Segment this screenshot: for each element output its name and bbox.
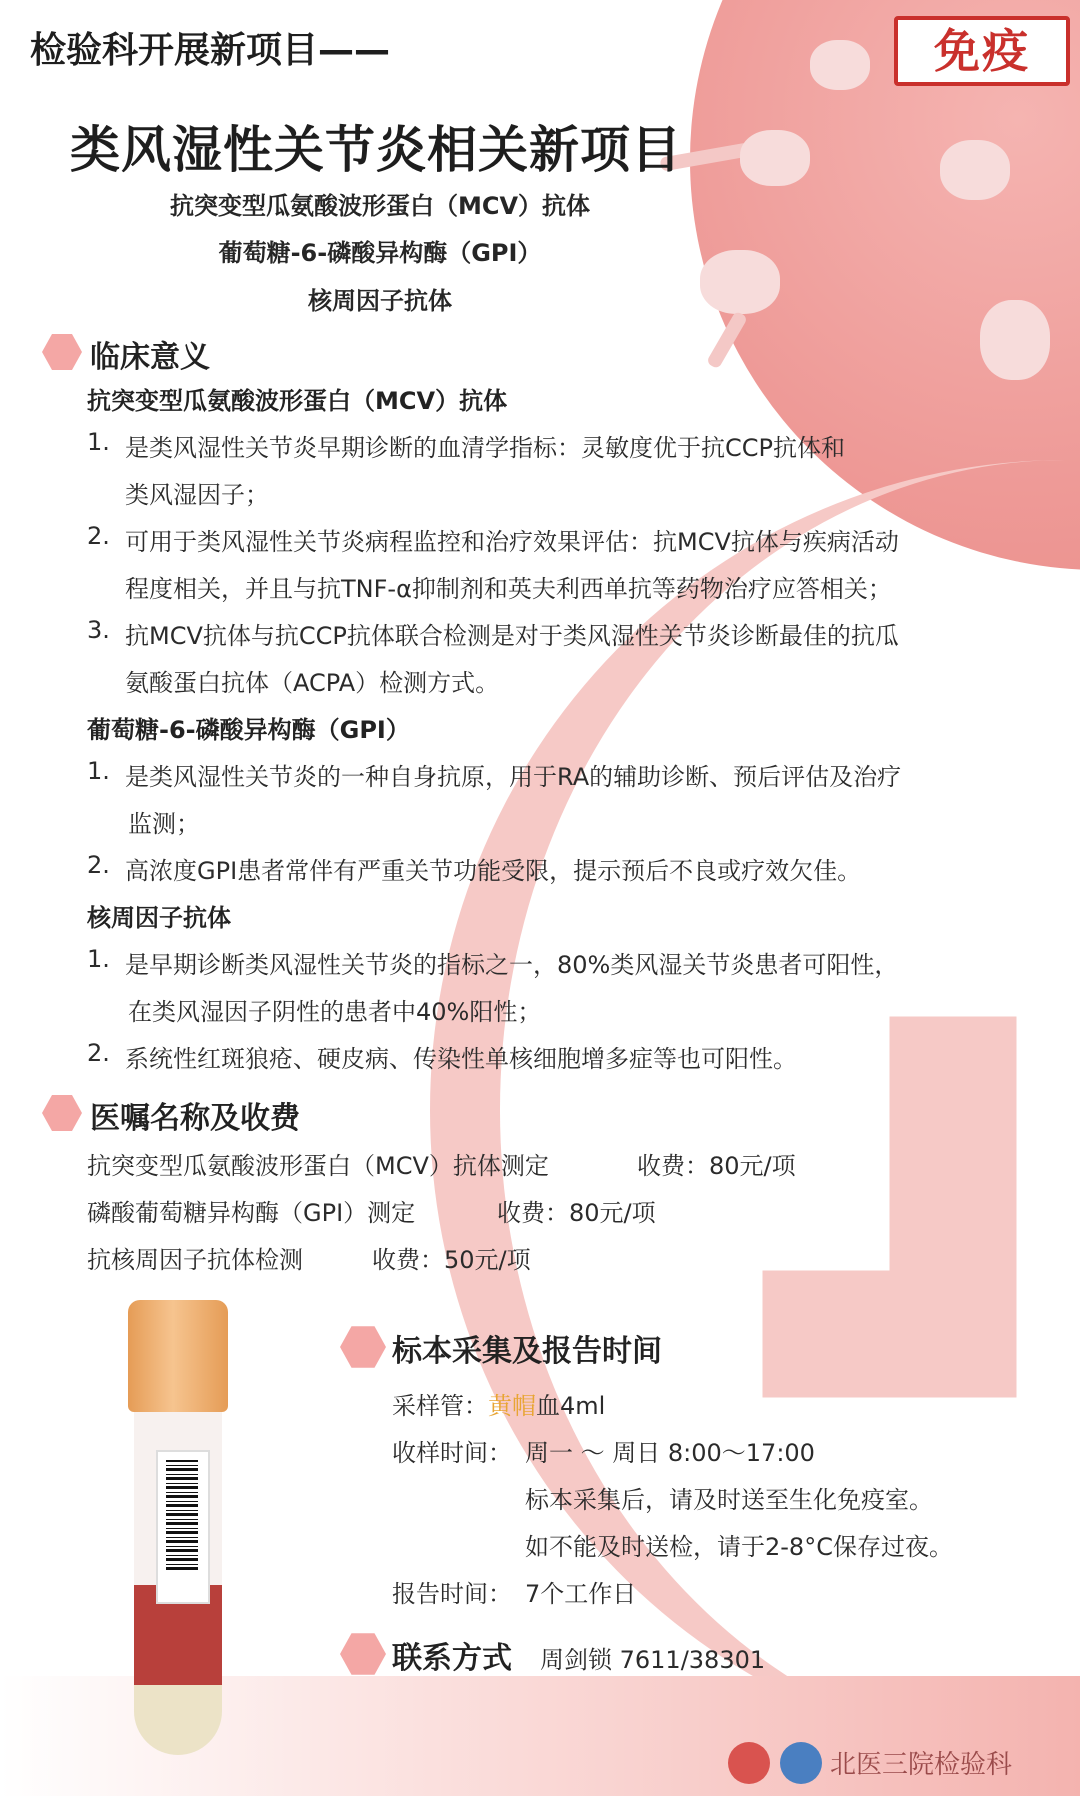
section-hex-icon: [42, 332, 82, 372]
list-number: 2.: [87, 851, 110, 879]
storage-note: 如不能及时送检，请于2-8°C保存过夜。: [525, 1533, 953, 1561]
collect-note: 标本采集后，请及时送至生化免疫室。: [525, 1486, 933, 1514]
list-number: 1.: [87, 757, 110, 785]
section-hex-icon: [340, 1631, 386, 1677]
list-item-text: 类风湿因子；: [125, 481, 269, 509]
section-heading-specimen: 标本采集及报告时间: [392, 1334, 662, 1369]
subtitle-apf: 核周因子抗体: [308, 287, 452, 315]
list-number: 1.: [87, 428, 110, 456]
subtitle-gpi: 葡萄糖-6-磷酸异构酶（GPI）: [218, 239, 542, 267]
list-item-text: 高浓度GPI患者常伴有严重关节功能受限，提示预后不良或疗效欠佳。: [125, 857, 862, 885]
order-name: 抗核周因子抗体检测: [87, 1246, 303, 1274]
list-item-text: 是类风湿性关节炎早期诊断的血清学指标：灵敏度优于抗CCP抗体和: [125, 434, 845, 462]
contact-value: 周剑锁 7611/38301: [540, 1646, 766, 1674]
list-number: 1.: [87, 945, 110, 973]
list-number: 2.: [87, 1039, 110, 1067]
order-fee: 收费：80元/项: [497, 1199, 656, 1227]
section-hex-icon: [340, 1324, 386, 1370]
immunology-stamp: 免疫: [894, 16, 1070, 86]
footer-department: 北医三院检验科: [830, 1750, 1013, 1780]
list-item-text: 程度相关，并且与抗TNF-α抑制剂和英夫利西单抗等药物治疗应答相关；: [125, 575, 892, 603]
list-number: 2.: [87, 522, 110, 550]
section-heading-orders: 医嘱名称及收费: [90, 1101, 300, 1136]
order-fee: 收费：50元/项: [372, 1246, 531, 1274]
list-item-text: 是早期诊断类风湿性关节炎的指标之一，80%类风湿关节炎患者可阳性，: [125, 951, 899, 979]
section-hex-icon: [42, 1093, 82, 1133]
list-item-text: 可用于类风湿性关节炎病程监控和治疗效果评估：抗MCV抗体与疾病活动: [125, 528, 899, 556]
subtitle-mcv: 抗突变型瓜氨酸波形蛋白（MCV）抗体: [169, 192, 591, 220]
list-item-text: 监测；: [128, 810, 200, 838]
section-heading-contact: 联系方式: [392, 1641, 512, 1676]
order-name: 抗突变型瓜氨酸波形蛋白（MCV）抗体测定: [87, 1152, 549, 1180]
list-item-text: 是类风湿性关节炎的一种自身抗原，用于RA的辅助诊断、预后评估及治疗: [125, 763, 902, 791]
item-heading-mcv: 抗突变型瓜氨酸波形蛋白（MCV）抗体: [87, 387, 508, 415]
collect-time-label: 收样时间：: [392, 1439, 512, 1467]
list-item-text: 氨酸蛋白抗体（ACPA）检测方式。: [125, 669, 500, 697]
item-heading-gpi: 葡萄糖-6-磷酸异构酶（GPI）: [87, 716, 410, 744]
report-time-label: 报告时间：: [392, 1580, 512, 1608]
list-item-text: 系统性红斑狼疮、硬皮病、传染性单核细胞增多症等也可阳性。: [125, 1045, 797, 1073]
collect-time-value: 周一 ～ 周日 8:00～17:00: [525, 1439, 815, 1467]
decorative-arc: [430, 460, 1080, 1760]
specimen-tube-row: 采样管：黄帽血4ml: [392, 1392, 606, 1420]
barcode-icon: [166, 1460, 198, 1570]
report-time-value: 7个工作日: [525, 1580, 637, 1608]
section-heading-clinical: 临床意义: [90, 340, 210, 375]
blood-tube-illustration: [128, 1300, 228, 1760]
hospital-logo-icon: [728, 1742, 770, 1784]
university-logo-icon: [780, 1742, 822, 1784]
page-kicker: 检验科开展新项目——: [30, 30, 391, 71]
list-item-text: 在类风湿因子阴性的患者中40%阳性；: [128, 998, 542, 1026]
item-heading-apf: 核周因子抗体: [87, 904, 231, 932]
order-name: 磷酸葡萄糖异构酶（GPI）测定: [87, 1199, 416, 1227]
page-title: 类风湿性关节炎相关新项目: [70, 121, 682, 179]
order-fee: 收费：80元/项: [637, 1152, 796, 1180]
list-number: 3.: [87, 616, 110, 644]
list-item-text: 抗MCV抗体与抗CCP抗体联合检测是对于类风湿性关节炎诊断最佳的抗瓜: [125, 622, 899, 650]
